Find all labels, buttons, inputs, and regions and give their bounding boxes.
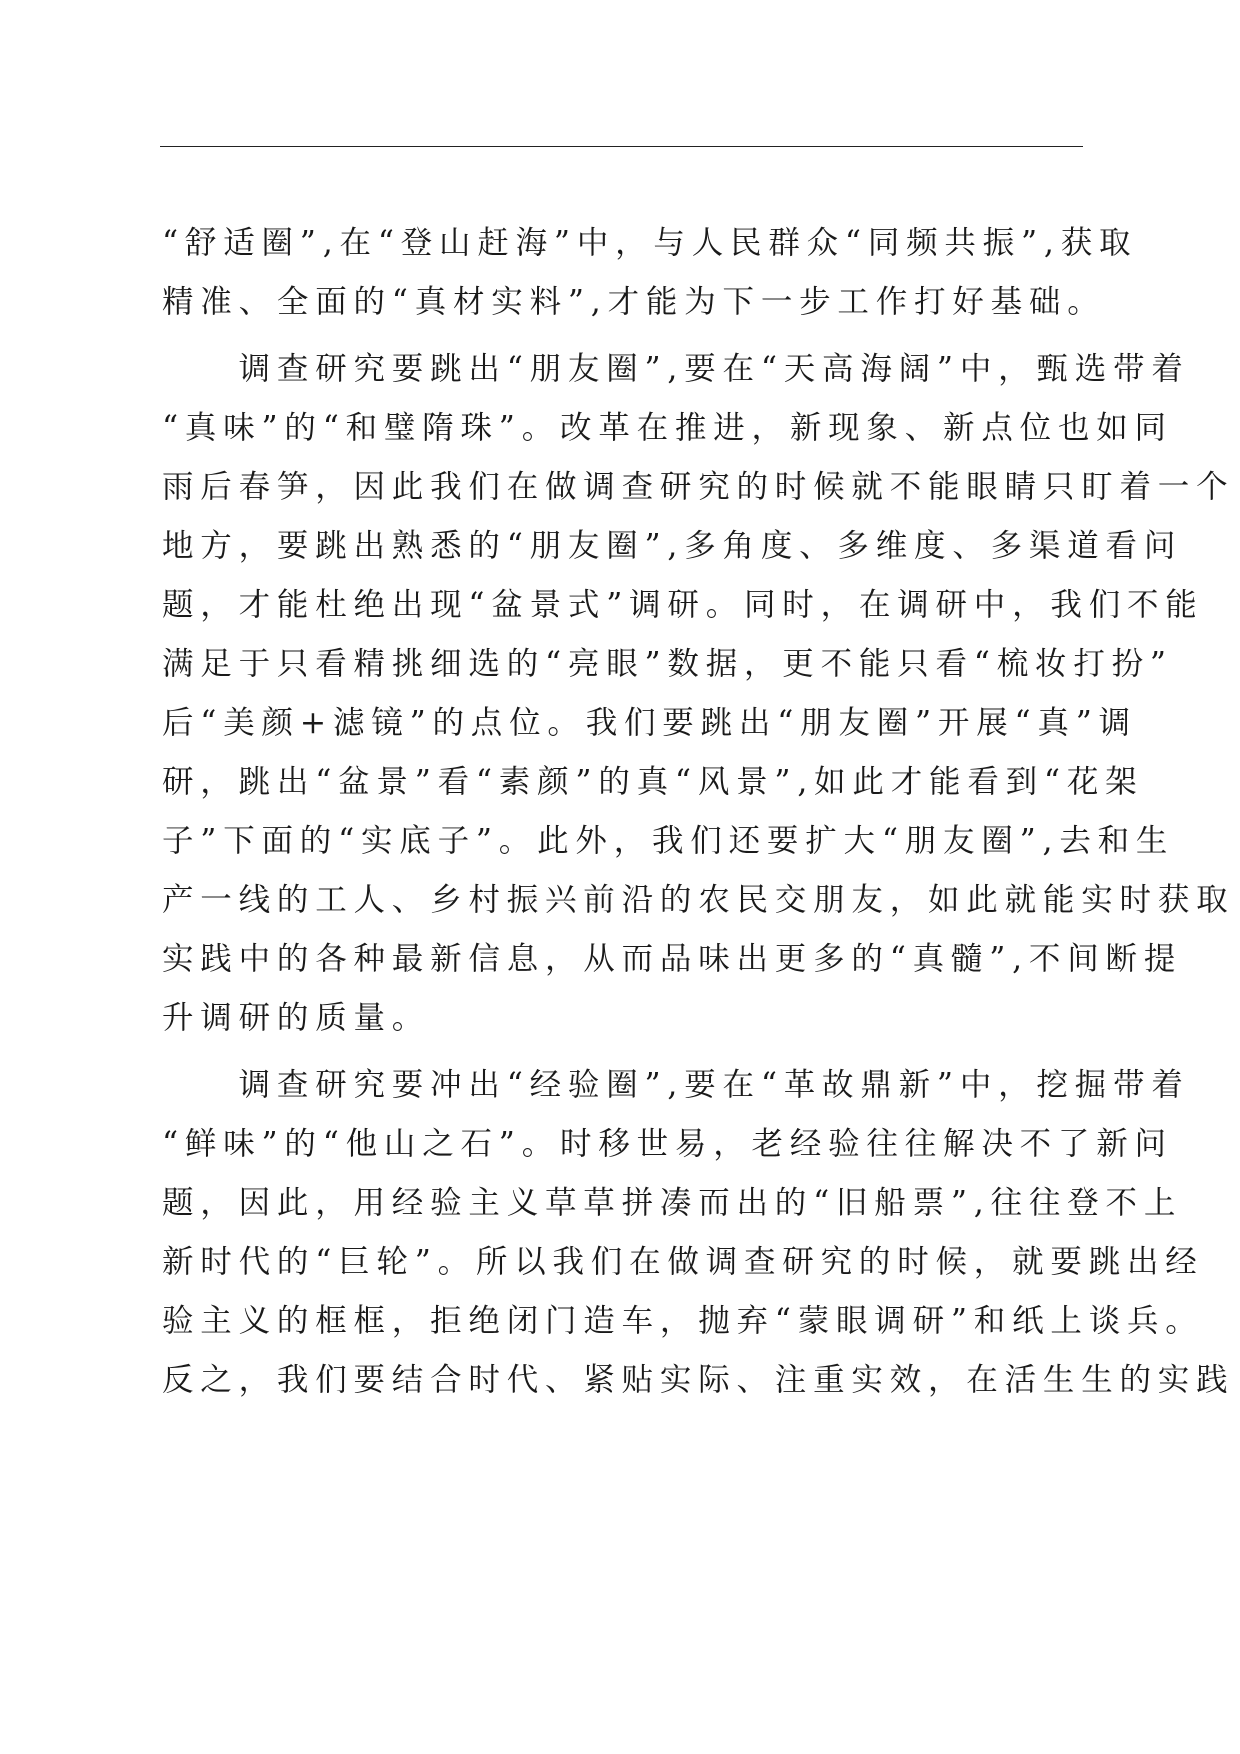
text-line: 产一线的工人、乡村振兴前沿的农民交朋友，如此就能实时获取	[162, 882, 1235, 918]
text-line: 题，因此，用经验主义草草拼凑而出的“旧船票”,往往登不上	[162, 1185, 1183, 1221]
text-line: 研，跳出“盆景”看“素颜”的真“风景”,如此才能看到“花架	[162, 764, 1144, 800]
text-line: 地方，要跳出熟悉的“朋友圈”,多角度、多维度、多渠道看问	[162, 528, 1183, 564]
text-line: 调查研究要冲出“经验圈”,要在“革故鼎新”中，挖掘带着	[162, 1067, 1190, 1103]
paragraph-3	[162, 1056, 1235, 1410]
text-line: 子”下面的“实底子”。此外，我们还要扩大“朋友圈”,去和生	[162, 823, 1175, 859]
text-line: 验主义的框框，拒绝闭门造车，抛弃“蒙眼调研”和纸上谈兵。	[162, 1303, 1204, 1339]
text-line: 满足于只看精挑细选的“亮眼”数据，更不能只看“梳妆打扮”	[162, 646, 1173, 682]
paragraph-1	[162, 214, 1138, 332]
text-line: 雨后春笋，因此我们在做调查研究的时候就不能眼睛只盯着一个	[162, 469, 1235, 505]
text-line: 新时代的“巨轮”。所以我们在做调查研究的时候，就要跳出经	[162, 1244, 1204, 1280]
text-line: “鲜味”的“他山之石”。时移世易，老经验往往解决不了新问	[162, 1126, 1173, 1162]
text-line: 实践中的各种最新信息，从而品味出更多的“真髓”,不间断提	[162, 941, 1183, 977]
paragraph-2	[162, 340, 1235, 1048]
text-line: “真味”的“和璧隋珠”。改革在推进，新现象、新点位也如同	[162, 410, 1173, 446]
body-text	[162, 214, 1235, 1410]
text-line: 精准、全面的“真材实料”,才能为下一步工作打好基础。	[162, 284, 1106, 320]
text-line: 题，才能杜绝出现“盆景式”调研。同时，在调研中，我们不能	[162, 587, 1204, 623]
text-line: 反之，我们要结合时代、紧贴实际、注重实效，在活生生的实践	[162, 1362, 1235, 1398]
text-line: 后“美颜+滤镜”的点位。我们要跳出“朋友圈”开展“真”调	[162, 705, 1137, 741]
header-rule	[160, 146, 1083, 147]
text-line: “舒适圈”,在“登山赶海”中，与人民群众“同频共振”,获取	[162, 225, 1138, 261]
text-line: 调查研究要跳出“朋友圈”,要在“天高海阔”中，甄选带着	[162, 351, 1190, 387]
text-line: 升调研的质量。	[162, 1000, 431, 1036]
